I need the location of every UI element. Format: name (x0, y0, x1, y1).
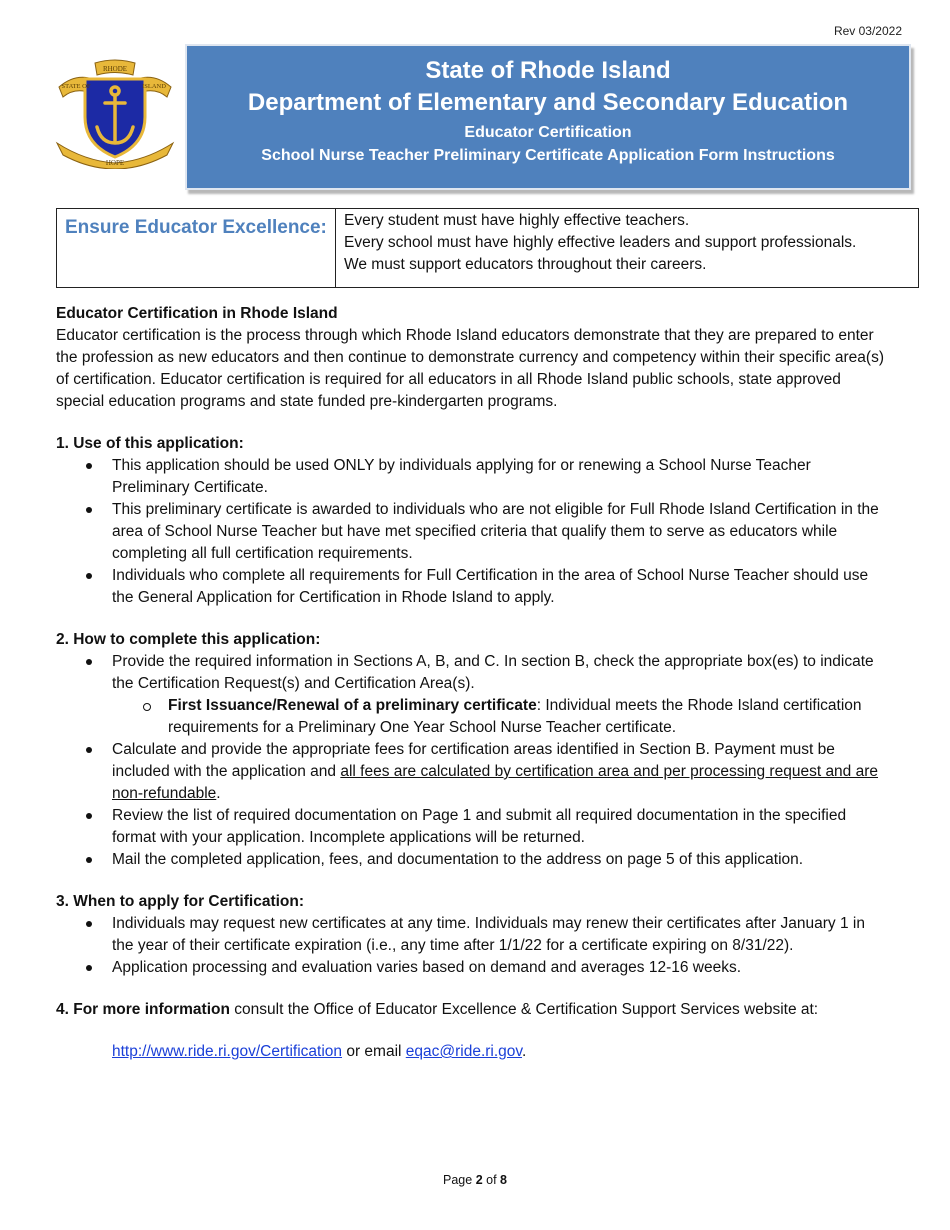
mission-box (56, 208, 919, 288)
rhode-island-seal (55, 57, 175, 169)
section4-paragraph (56, 999, 886, 1021)
certification-website-link[interactable]: http://www.ride.ri.gov/Certification (112, 1043, 343, 1060)
mission-statements (336, 209, 864, 287)
email-link[interactable]: eqac@ride.ri.gov (405, 1043, 523, 1060)
section1-list (56, 455, 886, 609)
list-item: Review the list of required documentation on Page 1 and submit all required documentation in the specified format with your application. Incomplete applications will be returned. (112, 805, 886, 849)
fees-text-end: . (216, 785, 221, 802)
section3-heading: 3. When to apply for Certification: (56, 893, 305, 910)
mission-label: Ensure Educator Excellence: (57, 209, 336, 287)
revision-label: Rev 03/2022 (833, 24, 902, 38)
intro-heading: Educator Certification in Rhode Island (56, 305, 338, 322)
sub-item-title: First Issuance/Renewal of a preliminary certificate (168, 697, 537, 714)
page-footer (0, 1169, 950, 1191)
instructions-body (56, 303, 886, 1063)
office-subtitle: Educator Certification (464, 124, 632, 141)
section2-sublist (112, 695, 886, 739)
mission-line: We must support educators throughout their careers. (344, 256, 707, 273)
contact-text-end: . (522, 1043, 527, 1060)
header-banner (185, 44, 911, 190)
seal-top-text: RHODE (102, 65, 128, 73)
sub-list-item (168, 695, 886, 739)
section2-list (56, 651, 886, 871)
list-item: Individuals may request new certificates at any time. Individuals may renew their certificates after January 1 in the year of their certificate expiration (i.e., any time after 1/1/22 for a certificate expiring on 8/31/22). (112, 913, 886, 957)
seal-right-text: ISLAND (142, 83, 166, 90)
list-item: Individuals who complete all requirements for Full Certification in the area of School Nurse Teacher should use the General Application for Certification in Rhode Island to apply. (112, 565, 886, 609)
list-item: Application processing and evaluation varies based on demand and averages 12-16 weeks. (112, 957, 886, 979)
mission-line: Every school must have highly effective leaders and support professionals. (344, 234, 857, 251)
contact-links (56, 1041, 886, 1063)
sub-item-text: : Individual meets the Rhode Island certification requirements for a Preliminary One Year School Nurse Teacher certificate. (168, 697, 862, 736)
section2-heading: 2. How to complete this application: (56, 631, 321, 648)
contact-text: or email (342, 1043, 406, 1060)
mission-line: Every student must have highly effective teachers. (344, 212, 690, 229)
section4-text: consult the Office of Educator Excellence & Certification Support Services website at: (229, 1001, 819, 1018)
state-title: State of Rhode Island (425, 57, 671, 84)
section4-heading: 4. For more information (56, 1001, 230, 1018)
total-pages: 8 (500, 1173, 507, 1187)
department-title: Department of Elementary and Secondary Education (247, 89, 849, 116)
document-title: School Nurse Teacher Preliminary Certificate Application Form Instructions (261, 147, 835, 164)
list-item-text: Provide the required information in Sections A, B, and C. In section B, check the appropriate box(es) to indicate the Certification Request(s) and Certification Area(s). (112, 653, 874, 692)
intro-paragraph: Educator certification is the process through which Rhode Island educators demonstrate that they are prepared to enter the profession as new educators and then continue to demonstrate currency and competency within their specific area(s) of certification. Educator certification is required for all educators in all Rhode Island public schools, state approved special education programs and state funded pre-kindergarten programs. (56, 327, 884, 410)
page-word: Page (443, 1173, 476, 1187)
of-word: of (482, 1173, 501, 1187)
fees-underlined-text: all fees are calculated by certification area and per processing request and are non-refundable (112, 763, 879, 802)
current-page: 2 (475, 1173, 483, 1187)
list-item (112, 651, 886, 739)
list-item: Mail the completed application, fees, and documentation to the address on page 5 of this application. (112, 849, 886, 871)
list-item: This application should be used ONLY by individuals applying for or renewing a School Nurse Teacher Preliminary Certificate. (112, 455, 886, 499)
seal-bottom-text: HOPE (105, 159, 125, 167)
seal-left-text: STATE OF (61, 83, 91, 90)
list-item: This preliminary certificate is awarded to individuals who are not eligible for Full Rhode Island Certification in the area of School Nurse Teacher but have met specified criteria that qualify them to serve as educators while completing all full certification requirements. (112, 499, 886, 565)
section1-heading: 1. Use of this application: (56, 435, 244, 452)
list-item (112, 739, 886, 805)
section3-list (56, 913, 886, 979)
fees-text: Calculate and provide the appropriate fees for certification areas identified in Section B. Payment must be included with the application and (112, 741, 835, 780)
